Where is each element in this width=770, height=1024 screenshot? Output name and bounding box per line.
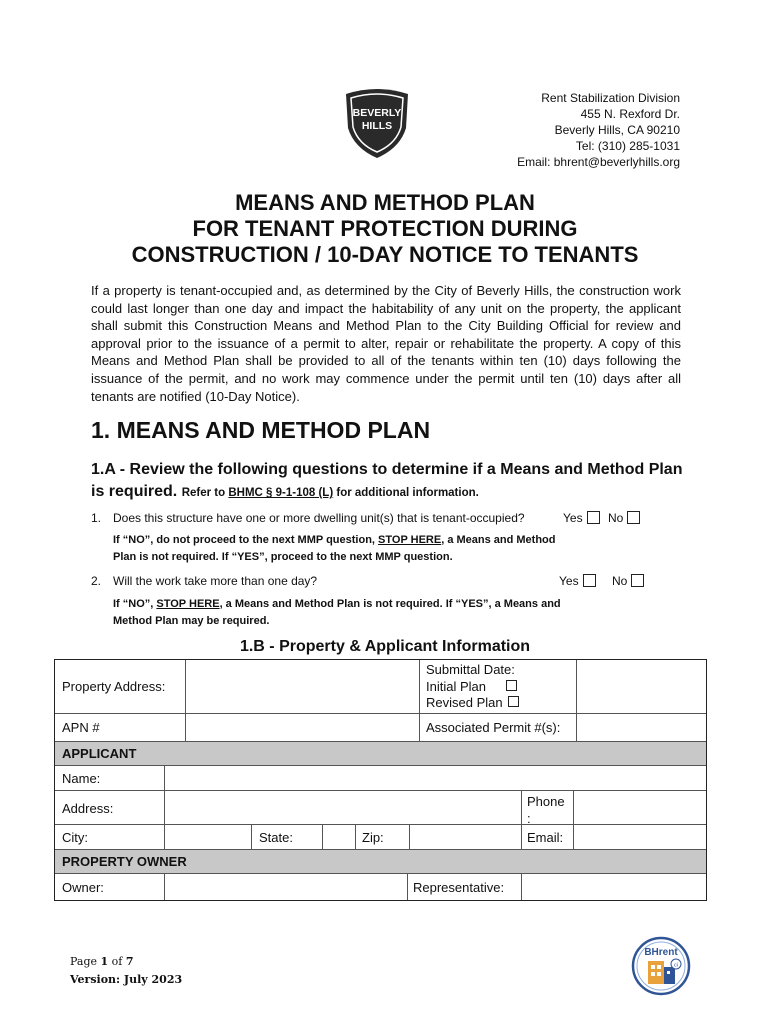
q1-yes-label: Yes	[563, 511, 583, 525]
city-field[interactable]	[167, 827, 248, 846]
q2-yes-label: Yes	[559, 574, 579, 588]
applicant-address-label: Address:	[62, 801, 114, 816]
associated-permit-field[interactable]	[579, 716, 703, 738]
property-address-field[interactable]	[188, 664, 416, 710]
revised-plan-checkbox[interactable]	[508, 696, 519, 707]
q1-yes-checkbox[interactable]	[587, 511, 600, 524]
q2-note-post: , a Means and Method Plan is not required. If “YES”, a Means and	[219, 598, 561, 610]
q1-no-checkbox[interactable]	[627, 511, 640, 524]
apn-field[interactable]	[188, 716, 416, 738]
title-line-3: CONSTRUCTION / 10-DAY NOTICE TO TENANTS	[131, 242, 639, 267]
q1-stop-here: STOP HERE	[378, 534, 442, 546]
q1-no-label: No	[608, 511, 624, 525]
submittal-date-label: Submittal Date:	[426, 662, 515, 677]
representative-label: Representative:	[413, 880, 505, 895]
seal-line-1: BEVERLY	[352, 107, 402, 119]
page-title	[60, 190, 710, 268]
question-1-text: Does this structure have one or more dwelling unit(s) that is tenant-occupied?	[113, 511, 525, 525]
contact-tel: Tel: (310) 285-1031	[575, 139, 680, 153]
beverly-hills-seal	[340, 84, 414, 160]
question-1-note	[113, 532, 673, 566]
refer-post: for additional information.	[333, 487, 479, 499]
phone-label: Phone	[527, 794, 565, 809]
state-field[interactable]	[325, 827, 352, 846]
contact-city: Beverly Hills, CA 90210	[554, 123, 680, 137]
page-number: 1	[100, 955, 109, 968]
property-address-label: Property Address:	[62, 679, 166, 694]
question-2-text: Will the work take more than one day?	[113, 574, 318, 588]
page-of: of	[108, 955, 126, 968]
q2-note-pre: If “NO”,	[113, 598, 157, 610]
apn-label: APN #	[62, 720, 100, 735]
question-1	[91, 511, 691, 527]
section-1a-heading	[91, 459, 691, 504]
seal-line-2: HILLS	[361, 120, 393, 132]
question-2	[91, 574, 691, 590]
owner-field[interactable]	[167, 876, 404, 897]
version-label: Version: July 2023	[70, 973, 183, 986]
contact-address: 455 N. Rexford Dr.	[580, 107, 680, 121]
city-label: City:	[62, 830, 88, 845]
applicant-header: APPLICANT	[62, 746, 137, 761]
question-2-note	[113, 596, 673, 630]
submittal-date-field[interactable]	[579, 664, 703, 710]
phone-label-block	[527, 793, 565, 827]
q1-note-post: , a Means and Method	[441, 534, 556, 546]
logo-badge: ci	[674, 962, 678, 969]
q2-no-checkbox[interactable]	[631, 574, 644, 587]
refer-pre: Refer to	[181, 487, 229, 499]
page-label: Page	[70, 955, 101, 968]
section-1a-title: 1.A - Review the following questions to determine if a Means and Method Plan is required.	[91, 461, 683, 500]
applicant-name-field[interactable]	[167, 768, 702, 787]
section-1b-heading: 1.B - Property & Applicant Information	[239, 638, 531, 655]
phone-colon: :	[527, 811, 531, 826]
question-2-number: 2.	[91, 574, 102, 588]
associated-permit-label: Associated Permit #(s):	[426, 720, 561, 735]
bhrent-logo	[631, 936, 691, 996]
q1-note-pre: If “NO”, do not proceed to the next MMP question,	[113, 534, 379, 546]
logo-text: BHrent	[644, 947, 678, 958]
q1-note-line2: Plan is not required. If “YES”, proceed to the next MMP question.	[113, 551, 453, 563]
revised-plan-label: Revised Plan	[426, 695, 503, 710]
zip-field[interactable]	[412, 827, 518, 846]
applicant-info-table	[54, 659, 707, 901]
applicant-name-label: Name:	[62, 771, 101, 786]
state-label: State:	[259, 830, 293, 845]
initial-plan-checkbox[interactable]	[506, 680, 517, 691]
title-line-2: FOR TENANT PROTECTION DURING	[192, 216, 578, 241]
bhmc-link[interactable]: BHMC § 9-1-108 (L)	[228, 487, 334, 499]
property-owner-header: PROPERTY OWNER	[62, 854, 187, 869]
submittal-date-block	[426, 662, 519, 712]
page-total: 7	[125, 955, 134, 968]
q2-yes-checkbox[interactable]	[583, 574, 596, 587]
applicant-header-bg	[55, 741, 706, 765]
applicant-address-field[interactable]	[167, 793, 517, 821]
phone-field[interactable]	[576, 793, 703, 821]
email-field[interactable]	[576, 827, 703, 846]
q2-no-label: No	[612, 574, 628, 588]
zip-label: Zip:	[362, 830, 384, 845]
owner-label: Owner:	[62, 880, 104, 895]
representative-field[interactable]	[524, 876, 703, 897]
page-footer	[70, 953, 182, 989]
intro-paragraph: If a property is tenant-occupied and, as determined by the City of Beverly Hills, the construction work could last longer than one day and impact the habitability of any unit on the property, the applicant shall submit this Construction Means and Method Plan to the City Building Official for review and approval prior to the issuance of a permit to alter, repair or rehabilitate the property. A copy of this Means and Method Plan shall be provided to all of the tenants within ten (10) days following the issuance of the permit, and no work may commence under the permit until ten (10) days after all tenants are notified (10-Day Notice).	[91, 283, 681, 404]
title-line-1: MEANS AND METHOD PLAN	[235, 190, 535, 215]
contact-email: Email: bhrent@beverlyhills.org	[517, 155, 680, 169]
q2-stop-here: STOP HERE	[156, 598, 220, 610]
contact-division: Rent Stabilization Division	[541, 91, 680, 105]
email-label: Email:	[527, 830, 564, 845]
q2-note-line2: Method Plan may be required.	[113, 615, 270, 627]
section-1-heading: 1. MEANS AND METHOD PLAN	[91, 417, 431, 443]
question-1-number: 1.	[91, 511, 102, 525]
initial-plan-label: Initial Plan	[426, 678, 486, 694]
contact-block	[470, 90, 680, 170]
